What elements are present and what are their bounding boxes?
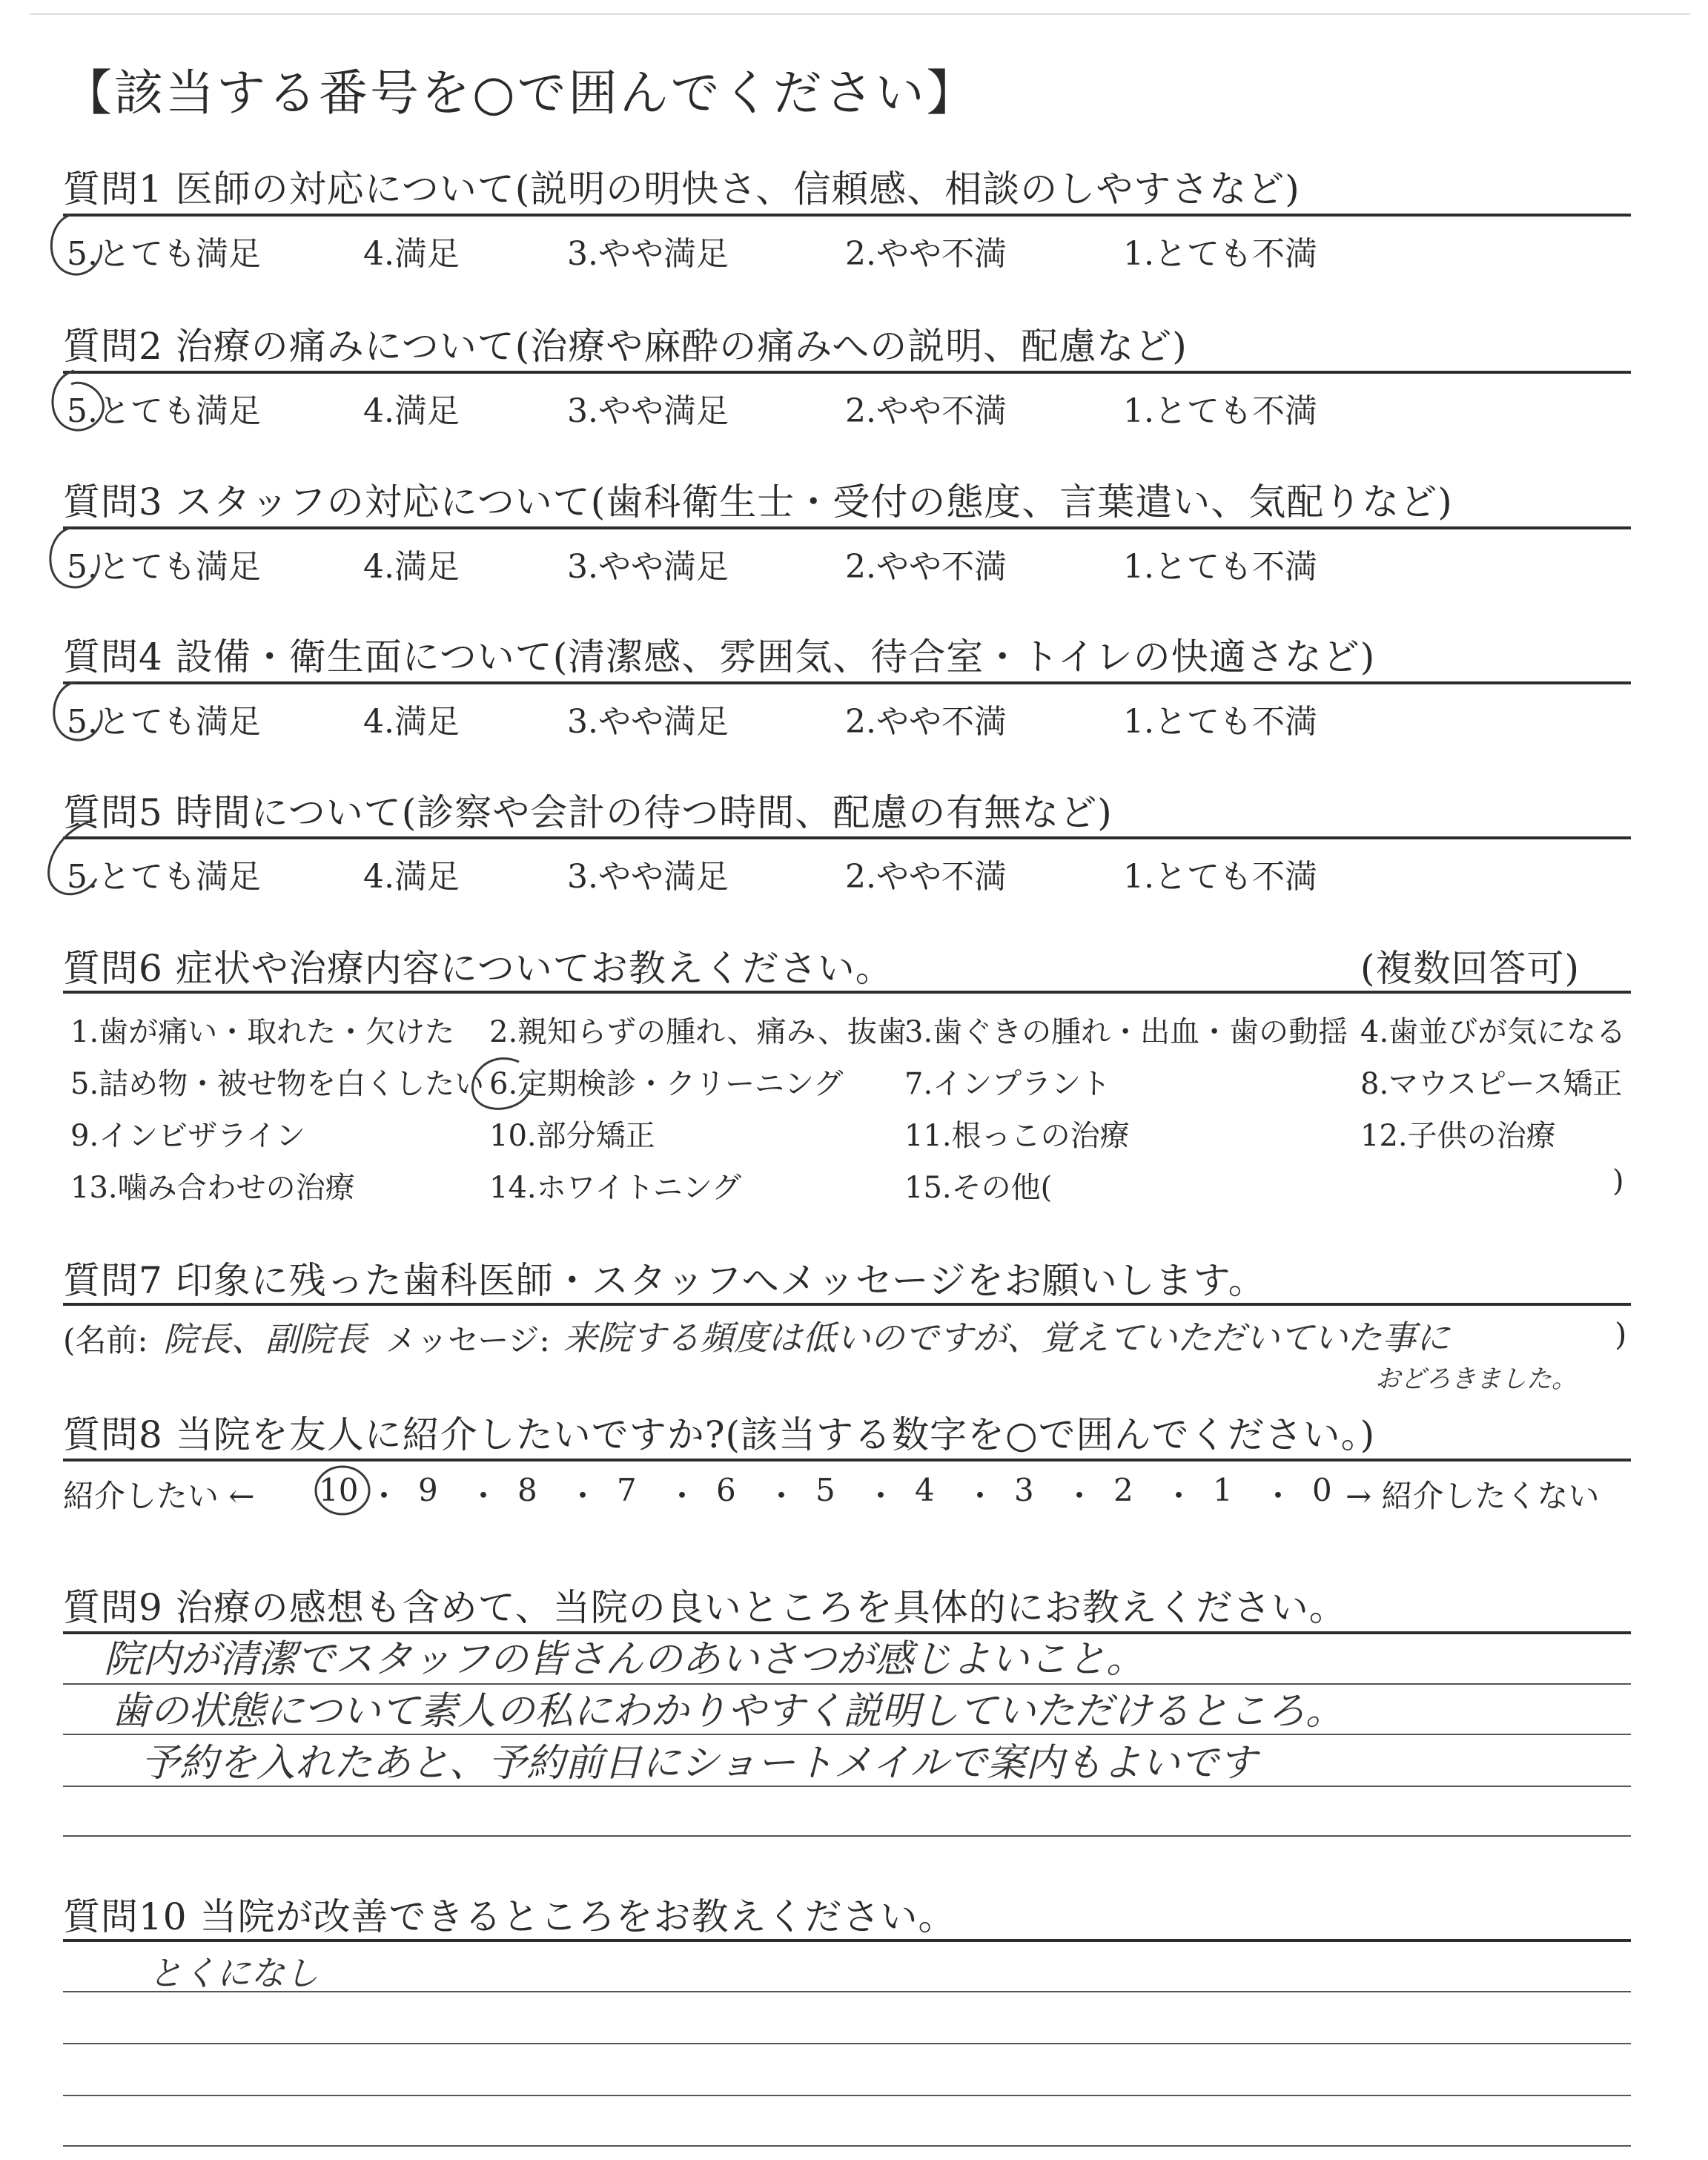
q3-option-5[interactable]: 5.とても満足 — [67, 548, 261, 586]
q8-scale-separator: ・ — [368, 1478, 400, 1514]
q2-selection-circle — [53, 371, 103, 430]
q10-answer-line-1[interactable]: とくになし — [148, 1953, 319, 1993]
q9-answer-line-3[interactable]: 予約を入れたあと、予約前日にショートメイルで案内もよいです — [141, 1741, 1257, 1786]
q8-scale-separator: ・ — [666, 1478, 698, 1514]
q6-option-15[interactable]: 15.その他( — [904, 1171, 1053, 1205]
q6-option-9[interactable]: 9.インビザライン — [70, 1119, 305, 1153]
q9-answer-line-1[interactable]: 院内が清潔でスタッフの皆さんのあいさつが感じよいこと。 — [104, 1637, 1145, 1682]
question-6-title: 質問6 症状や治療内容についてお教えください。 — [63, 947, 893, 990]
q3-option-4[interactable]: 4.満足 — [363, 548, 460, 586]
question-7-title: 質問7 印象に残った歯科医師・スタッフへメッセージをお願いします。 — [63, 1259, 1266, 1302]
q2-option-4[interactable]: 4.満足 — [363, 392, 460, 430]
q1-selection-circle — [51, 215, 101, 274]
q6-option-8[interactable]: 8.マウスピース矯正 — [1360, 1067, 1623, 1101]
q1-option-3[interactable]: 3.やや満足 — [567, 235, 729, 273]
q8-scale-value-1[interactable]: 1 — [1213, 1472, 1233, 1508]
q6-option-3[interactable]: 3.歯ぐきの腫れ・出血・歯の動揺 — [904, 1015, 1348, 1049]
q5-selection-circle — [49, 819, 96, 894]
q1-option-4[interactable]: 4.満足 — [363, 235, 460, 273]
question-10-title: 質問10 当院が改善できるところをお教えください。 — [63, 1895, 956, 1938]
q6-option-1[interactable]: 1.歯が痛い・取れた・欠けた — [70, 1015, 455, 1049]
q7-message-label: メッセージ: — [385, 1322, 550, 1358]
q2-option-2[interactable]: 2.やや不満 — [845, 392, 1007, 430]
q8-scale-separator: ・ — [468, 1478, 500, 1514]
q8-scale-value-3[interactable]: 3 — [1014, 1472, 1034, 1508]
question-9-title: 質問9 治療の感想も含めて、当院の良いところを具体的にお教えください。 — [63, 1586, 1347, 1629]
q8-scale-separator: ・ — [766, 1478, 798, 1514]
q4-option-3[interactable]: 3.やや満足 — [567, 703, 729, 741]
q6-other-close: ) — [1612, 1164, 1624, 1198]
question-8-title: 質問8 当院を友人に紹介したいですか?(該当する数字を○で囲んでください。) — [63, 1413, 1376, 1456]
q7-name-value[interactable]: 院長、副院長 — [163, 1319, 368, 1359]
q4-option-2[interactable]: 2.やや不満 — [845, 703, 1007, 741]
q7-message-value-cont[interactable]: おどろきました。 — [1375, 1364, 1577, 1394]
q8-scale-separator: ・ — [964, 1478, 996, 1514]
question-3-title: 質問3 スタッフの対応について(歯科衛生士・受付の態度、言葉遣い、気配りなど) — [63, 480, 1453, 524]
q5-option-1[interactable]: 1.とても不満 — [1123, 858, 1317, 896]
q7-name-label: (名前: — [63, 1322, 148, 1358]
q9-answer-line-2[interactable]: 歯の状態について素人の私にわかりやすく説明していただけるところ。 — [111, 1689, 1344, 1734]
question-4-title: 質問4 設備・衛生面について(清潔感、雰囲気、待合室・トイレの快適さなど) — [63, 635, 1376, 678]
page-title: 【該当する番号を○で囲んでください】 — [63, 65, 978, 122]
q7-message-value[interactable]: 来院する頻度は低いのですが、覚えていただいていた事に — [563, 1318, 1450, 1358]
question-2-title: 質問2 治療の痛みについて(治療や麻酔の痛みへの説明、配慮など) — [63, 325, 1188, 368]
q8-scale-value-2[interactable]: 2 — [1113, 1472, 1133, 1508]
q8-scale-value-4[interactable]: 4 — [915, 1472, 935, 1508]
q8-selection-circle — [316, 1467, 369, 1514]
q2-option-3[interactable]: 3.やや満足 — [567, 392, 729, 430]
q6-option-13[interactable]: 13.噛み合わせの治療 — [70, 1171, 355, 1205]
q8-right-label: → 紹介したくない — [1345, 1478, 1600, 1514]
q8-scale-value-5[interactable]: 5 — [815, 1472, 835, 1508]
q8-scale-value-0[interactable]: 0 — [1312, 1472, 1332, 1508]
q8-scale-value-8[interactable]: 8 — [517, 1472, 537, 1508]
q6-option-11[interactable]: 11.根っこの治療 — [904, 1119, 1130, 1153]
q6-option-4[interactable]: 4.歯並びが気になる — [1360, 1015, 1626, 1049]
q6-option-5[interactable]: 5.詰め物・被せ物を白くしたい — [70, 1067, 485, 1101]
q4-option-4[interactable]: 4.満足 — [363, 703, 460, 741]
q6-selection-circle — [472, 1059, 530, 1109]
q8-scale-separator: ・ — [865, 1478, 897, 1514]
q3-option-1[interactable]: 1.とても不満 — [1123, 548, 1317, 586]
q8-scale-value-9[interactable]: 9 — [418, 1472, 438, 1508]
q2-option-1[interactable]: 1.とても不満 — [1123, 392, 1317, 430]
q8-left-label: 紹介したい ← — [63, 1478, 255, 1514]
q6-option-7[interactable]: 7.インプラント — [904, 1067, 1111, 1101]
q6-option-6[interactable]: 6.定期検診・クリーニング — [489, 1067, 844, 1101]
question-1-title: 質問1 医師の対応について(説明の明快さ、信頼感、相談のしやすさなど) — [63, 168, 1300, 211]
q5-option-4[interactable]: 4.満足 — [363, 858, 460, 896]
q5-option-5[interactable]: 5.とても満足 — [67, 858, 261, 896]
q2-option-5[interactable]: 5.とても満足 — [67, 392, 261, 430]
q6-option-2[interactable]: 2.親知らずの腫れ、痛み、抜歯 — [489, 1015, 907, 1049]
q8-scale-separator: ・ — [1064, 1478, 1096, 1514]
question-5-title: 質問5 時間について(診察や会計の待つ時間、配慮の有無など) — [63, 791, 1113, 834]
q8-scale-value-6[interactable]: 6 — [716, 1472, 736, 1508]
question-6-note: (複数回答可) — [1360, 947, 1580, 990]
q8-scale-separator: ・ — [567, 1478, 599, 1514]
q5-option-3[interactable]: 3.やや満足 — [567, 858, 729, 896]
q1-option-2[interactable]: 2.やや不満 — [845, 235, 1007, 273]
q6-option-14[interactable]: 14.ホワイトニング — [489, 1171, 742, 1205]
q6-option-10[interactable]: 10.部分矯正 — [489, 1119, 655, 1153]
q5-option-2[interactable]: 2.やや不満 — [845, 858, 1007, 896]
q6-option-12[interactable]: 12.子供の治療 — [1360, 1119, 1556, 1153]
q7-close-paren: ) — [1615, 1316, 1627, 1353]
q4-option-1[interactable]: 1.とても不満 — [1123, 703, 1317, 741]
q8-scale-value-7[interactable]: 7 — [617, 1472, 637, 1508]
q8-scale-separator: ・ — [1163, 1478, 1195, 1514]
q3-option-2[interactable]: 2.やや不満 — [845, 548, 1007, 586]
q8-scale-separator: ・ — [1262, 1478, 1294, 1514]
q1-option-5[interactable]: 5.とても満足 — [67, 235, 261, 273]
q4-selection-circle — [54, 682, 102, 740]
q1-option-1[interactable]: 1.とても不満 — [1123, 235, 1317, 273]
q4-option-5[interactable]: 5.とても満足 — [67, 703, 261, 741]
q3-option-3[interactable]: 3.やや満足 — [567, 548, 729, 586]
q3-selection-circle — [50, 528, 99, 587]
q8-scale-value-10[interactable]: 10 — [319, 1472, 359, 1508]
